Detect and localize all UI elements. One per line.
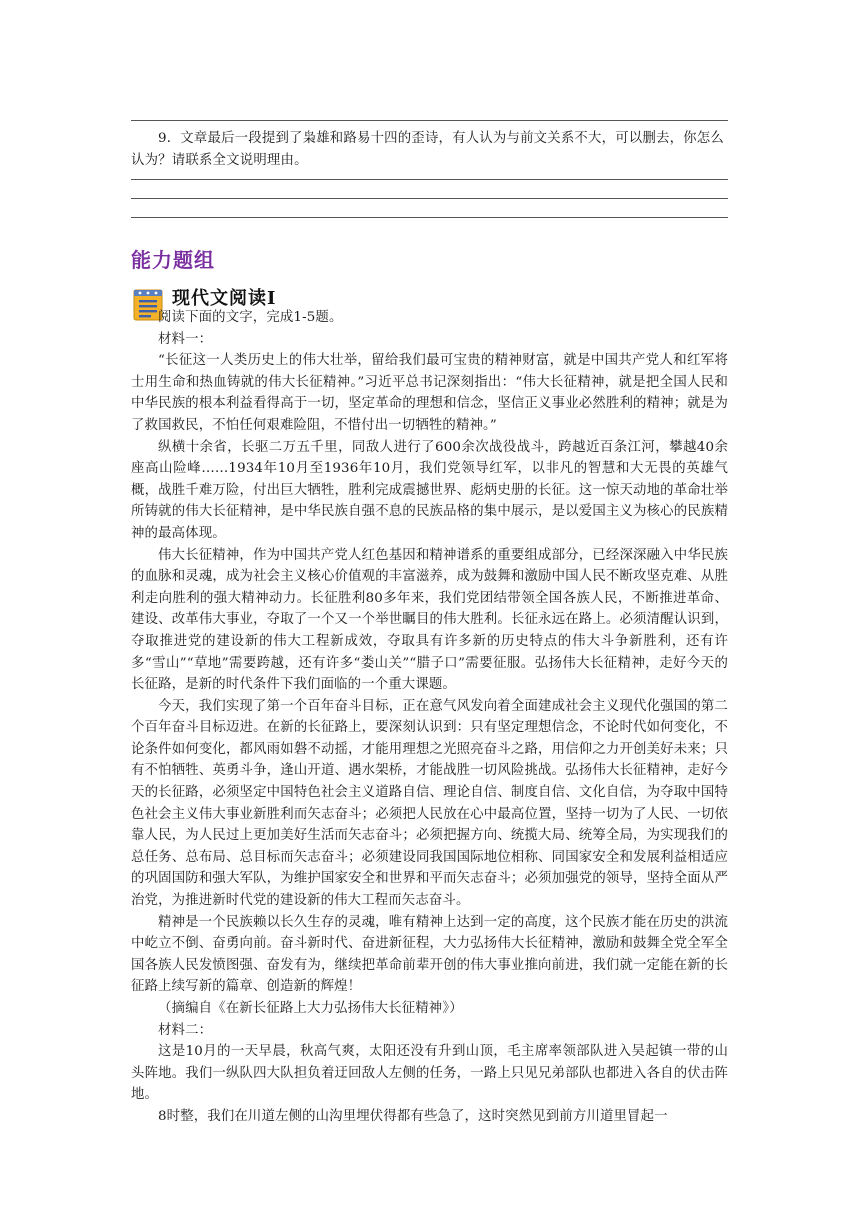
answer-line (131, 217, 728, 218)
material-label: 材料一： (158, 331, 213, 347)
subsection-title: 现代文阅读Ⅰ (172, 288, 277, 309)
paragraph: 这是10月的一天早晨，秋高气爽，太阳还没有升到山顶，毛主席率领部队进入吴起镇一带的山头阵地。我们一纵队四大队担负着迂回敌人左侧的任务，一路上只见兄弟部队也都进入各自的伏击阵地。 (131, 1044, 728, 1103)
answer-line (131, 179, 728, 180)
paragraph: 精神是一个民族赖以长久生存的灵魂，唯有精神上达到一定的高度，这个民族才能在历史的洪流中屹立不倒、奋勇向前。奋斗新时代、奋进新征程，大力弘扬伟大长征精神，激励和鼓舞全党全军全国各族人民发愤图强、奋发有为，继续把革命前辈开创的伟大事业推向前进，我们就一定能在新的长征路上续写新的篇章、创造新的辉煌！ (131, 914, 728, 995)
answer-line (131, 198, 728, 199)
reading-passage (131, 307, 728, 1128)
material-label: 材料二： (158, 1022, 213, 1038)
instruction-line: 阅读下面的文字，完成1-5题。 (158, 310, 343, 325)
question-9: 9．文章最后一段提到了枭雄和路易十四的歪诗，有人认为与前文关系不大，可以删去，你怎么认为？请联系全文说明理由。 (131, 131, 724, 168)
source-note: （摘编自《在新长征路上大力弘扬伟大长征精神》） (158, 1001, 463, 1016)
paragraph: 今天，我们实现了第一个百年奋斗目标，正在意气风发向着全面建成社会主义现代化强国的第二个百年奋斗目标迈进。在新的长征路上，要深刻认识到：只有坚定理想信念，不论时代如何变化，不论条件如何变化，都风雨如磐不动摇，才能用理想之光照亮奋斗之路，用信仰之力开创美好未来；只有不怕牺牲、英勇斗争，逢山开道、遇水架桥，才能战胜一切风险挑战。弘扬伟大长征精神，走好今天的长征路，必须坚定中国特色社会主义道路自信、理论自信、制度自信、文化自信，为夺取中国特色社会主义伟大事业新胜利而矢志奋斗；必须把人民放在心中最高位置，坚持一切为了人民、一切依靠人民，为人民过上更加美好生活而矢志奋斗；必须把握方向、统揽大局、统筹全局，为实现我们的总任务、总布局、总目标而矢志奋斗；必须建设同我国国际地位相称、同国家安全和发展利益相适应的巩固国防和强大军队，为维护国家安全和世界和平而矢志奋斗；必须加强党的领导，坚持全面从严治党，为推进新时代党的建设新的伟大工程而矢志奋斗。 (131, 698, 728, 909)
paragraph: 伟大长征精神，作为中国共产党人红色基因和精神谱系的重要组成部分，已经深深融入中华民族的血脉和灵魂，成为社会主义核心价值观的丰富滋养，成为鼓舞和激励中国人民不断攻坚克难、从胜利走向胜利的强大精神动力。长征胜利80多年来，我们党团结带领全国各族人民，不断推进革命、建设、改革伟大事业，夺取了一个又一个举世瞩目的伟大胜利。长征永远在路上。必须清醒认识到，夺取推进党的建设新的伟大工程新成效，夺取具有许多新的历史特点的伟大斗争新胜利，还有许多“雪山”“草地”需要跨越，还有许多“娄山关”“腊子口”需要征服。弘扬伟大长征精神，走好今天的长征路，是新的时代条件下我们面临的一个重大课题。 (131, 547, 728, 693)
paragraph: 8时整，我们在川道左侧的山沟里埋伏得都有些急了，这时突然见到前方川道里冒起一 (158, 1108, 668, 1124)
paragraph: “长征这一人类历史上的伟大壮举，留给我们最可宝贵的精神财富，就是中国共产党人和红军将士用生命和热血铸就的伟大长征精神。”习近平总书记深刻指出：“伟大长征精神，就是把全国人民和中华民族的根本利益看得高于一切，坚定革命的理想和信念，坚信正义事业必然胜利的精神；就是为了救国救民，不怕任何艰难险阻，不惜付出一切牺牲的精神。” (131, 353, 728, 433)
answer-line (131, 120, 728, 121)
paragraph: 纵横十余省，长驱二万五千里，同敌人进行了600余次战役战斗，跨越近百条江河，攀越40余座高山险峰……1934年10月至1936年10月，我们党领导红军，以非凡的智慧和大无畏的英雄气概，战胜千难万险，付出巨大牺牲，胜利完成震撼世界、彪炳史册的长征。这一惊天动地的革命壮举所铸就的伟大长征精神，是中华民族自强不息的民族品格的集中展示，是以爱国主义为核心的民族精神的最高体现。 (131, 439, 728, 541)
section-title: 能力题组 (131, 248, 215, 272)
